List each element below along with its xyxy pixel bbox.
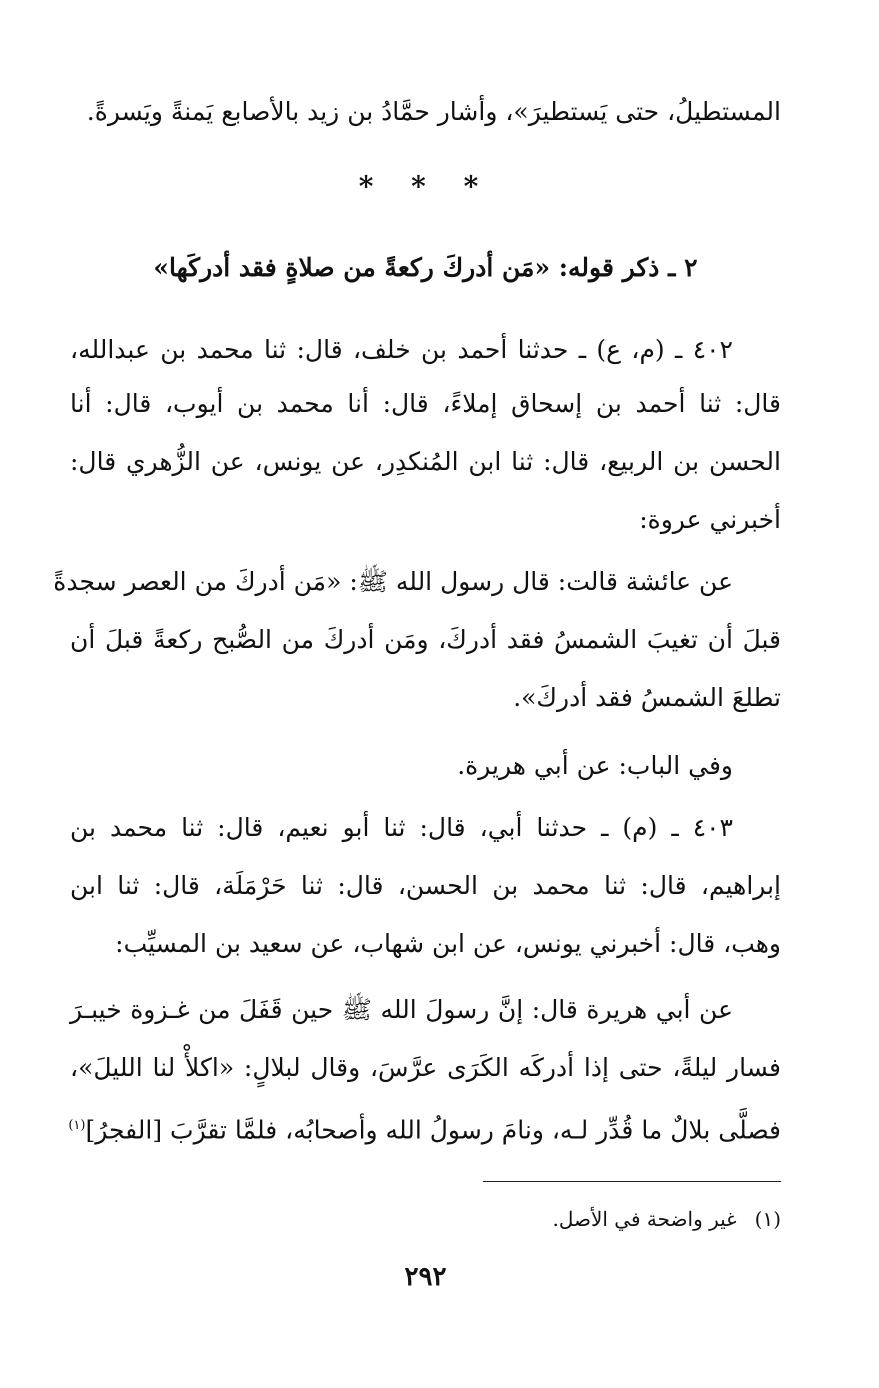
footnote xyxy=(553,1202,782,1236)
section-separator: * * * xyxy=(358,170,493,203)
text-line: تطلعَ الشمسُ فقد أدركَ». xyxy=(513,683,781,712)
text-line xyxy=(70,1106,781,1150)
chapter-heading: ٢ ـ ذكر قوله: «مَن أدركَ ركعةً من صلاةٍ فقد أدركَها» xyxy=(153,253,698,282)
text-line: وهب، قال: أخبرني يونس، عن ابن شهاب، عن سعيد بن المسيِّب: xyxy=(115,929,781,958)
text-line: وفي الباب: عن أبي هريرة. xyxy=(457,751,733,780)
text-line: قبلَ أن تغيبَ الشمسُ فقد أدركَ، ومَن أدركَ من الصُّبح ركعةً قبلَ أن xyxy=(70,625,781,654)
text-line: الحسن بن الربيع، قال: ثنا ابن المُنكدِر، عن يونس، عن الزُّهري قال: xyxy=(70,447,781,476)
text-line: أخبرني عروة: xyxy=(639,505,781,534)
text-line: ٤٠٢ ـ (م، ع) ـ حدثنا أحمد بن خلف، قال: ثنا محمد بن عبدالله، xyxy=(70,335,733,364)
footnote-text: غير واضحة في الأصل. xyxy=(552,1207,737,1231)
text-line-content: فصلَّى بلالٌ ما قُدِّر لـه، ونامَ رسولُ الله وأصحابُه، فلمَّا تقرَّبَ [الفجرُ] xyxy=(85,1115,781,1145)
page-number: ٢٩٢ xyxy=(404,1262,447,1292)
footnote-divider xyxy=(483,1181,781,1182)
text-line: عن عائشة قالت: قال رسول الله ﷺ: «مَن أدركَ من العصر سجدةً xyxy=(53,567,733,596)
footnote-number: (١) xyxy=(754,1207,781,1231)
footnote-reference: (١) xyxy=(68,1118,86,1133)
text-line: ٤٠٣ ـ (م) ـ حدثنا أبي، قال: ثنا أبو نعيم، قال: ثنا محمد بن xyxy=(70,813,733,842)
text-line: عن أبي هريرة قال: إنَّ رسولَ الله ﷺ حين قَفَلَ من غـزوة خيبـرَ xyxy=(70,995,733,1024)
text-line: إبراهيم، قال: ثنا محمد بن الحسن، قال: ثنا حَرْمَلَة، قال: ثنا ابن xyxy=(70,871,781,900)
text-line: فسار ليلةً، حتى إذا أدركَه الكَرَى عرَّسَ، وقال لبلالٍ: «اكلأْ لنا الليلَ»، xyxy=(70,1053,781,1082)
text-line: قال: ثنا أحمد بن إسحاق إملاءً، قال: أنا محمد بن أيوب، قال: أنا xyxy=(70,389,781,418)
text-line: المستطيلُ، حتى يَستطيرَ»، وأشار حمَّادُ بن زيد بالأصابع يَمنةً ويَسرةً. xyxy=(86,97,781,126)
